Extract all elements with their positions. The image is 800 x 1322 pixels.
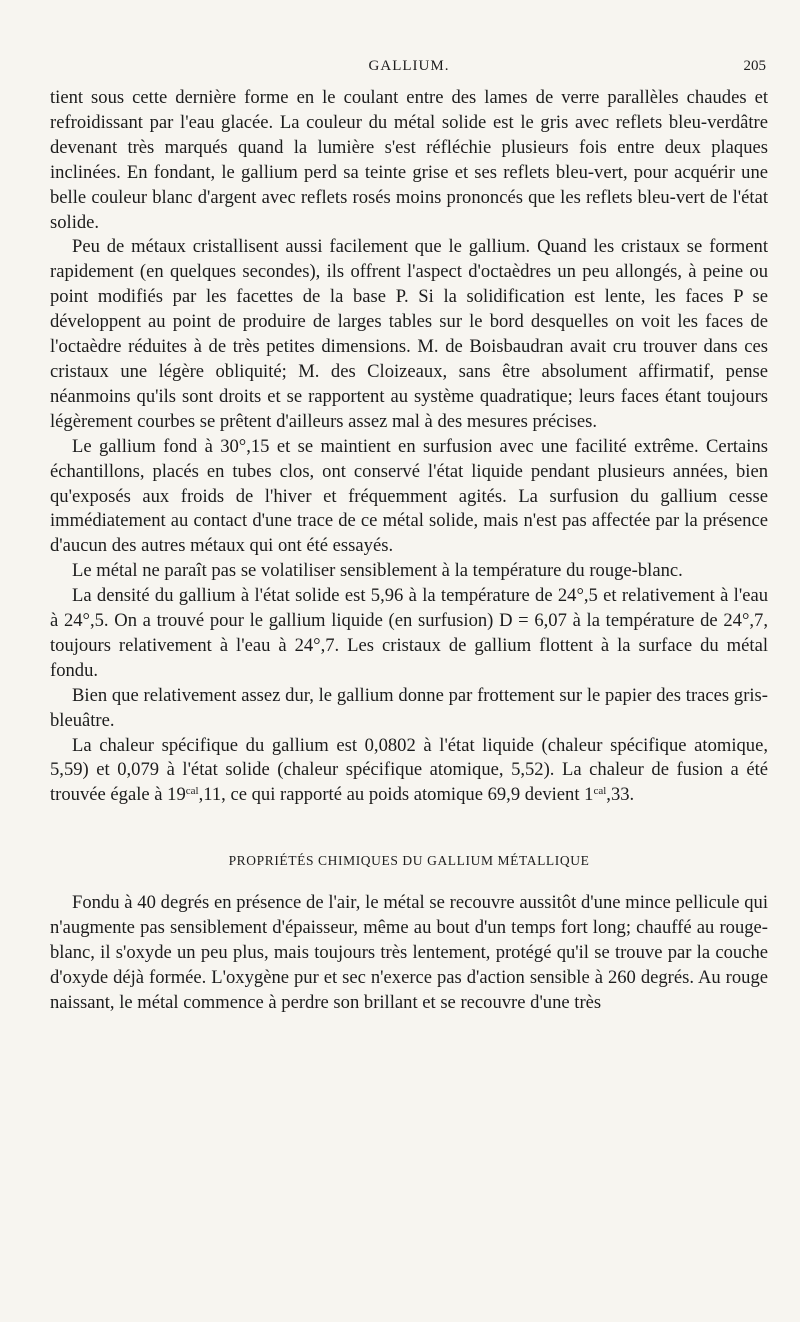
paragraph: Peu de métaux cristallisent aussi facilement que le gallium. Quand les cristaux se forment rapidement (en quelques secondes), ils offrent l'aspect d'octaèdres un peu allongés, à peine ou point modifiés par les facettes de la base P. Si la solidification est lente, les faces P se développent au point de produire de larges tables sur le bord desquelles on voit les faces de l'octaèdre réduites à de très petites dimensions. M. de Boisbaudran avait cru trouver dans ces cristaux une légère obliquité; M. des Cloizeaux, sans être absolument affirmatif, pense néanmoins qu'ils sont droits et se rapportent au système quadratique; leurs faces étant toujours légèrement courbes se prêtent d'ailleurs assez mal à des mesures précises. xyxy=(50,236,768,432)
specific-heat-text: ,11, ce qui rapporté au poids atomique 69,9 devient 1 xyxy=(198,784,594,806)
paragraph-specific-heat xyxy=(50,734,768,809)
page-number: 205 xyxy=(743,58,766,74)
paragraph: Le gallium fond à 30°,15 et se maintient en surfusion avec une facilité extrême. Certains échantillons, placés en tubes clos, ont conservé l'état liquide pendant plusieurs années, bien qu'exposés aux froids de l'hiver et fréquemment agités. La surfusion du gallium cesse immédiatement au contact d'une trace de ce métal solide, mais n'est pas affectée par la présence d'aucun des autres métaux qui ont été essayés. xyxy=(50,435,768,557)
specific-heat-text: ,33. xyxy=(606,784,635,806)
paragraph: Fondu à 40 degrés en présence de l'air, le métal se recouvre aussitôt d'une mince pellicule qui n'augmente pas sensiblement d'épaisseur, même au bout d'un temps fort long; chauffé au rouge-blanc, il s'oxyde un peu plus, mais toujours très lentement, protégé qu'il se trouve par la couche d'oxyde déjà formée. L'oxygène pur et sec n'exerce pas d'action sensible à 260 degrés. Au rouge naissant, le métal commence à perdre son brillant et se recouvre d'une très xyxy=(50,892,768,1013)
specific-heat-text: La chaleur spécifique du gallium est 0,0802 à l'état liquide (chaleur spécifique atomique, 5,59) et 0,079 à l'état solide (chaleur spécifique atomique, 5,52). La chaleur de fusion a été trouvée égale à 19 xyxy=(50,734,768,806)
unit-superscript: cal xyxy=(593,785,607,798)
paragraph: Bien que relativement assez dur, le gallium donne par frottement sur le papier des traces gris-bleuâtre. xyxy=(50,684,768,731)
unit-superscript: cal xyxy=(185,785,199,798)
paragraph: tient sous cette dernière forme en le coulant entre des lames de verre parallèles chaudes et refroidissant par l'eau glacée. La couleur du métal solide est le gris avec reflets bleu-verdâtre devenant très marqués quand la lumière s'est réfléchie plusieurs fois entre deux plaques inclinées. En fondant, le gallium perd sa teinte grise et ses reflets bleu-vert, pour acquérir une belle couleur blanc d'argent avec reflets rosés moins prononcés que les reflets bleu-vert de l'état solide. xyxy=(50,87,768,233)
running-title: GALLIUM. xyxy=(368,58,450,74)
page-header xyxy=(50,52,768,82)
body-text xyxy=(50,86,768,1016)
paragraph: Le métal ne paraît pas se volatiliser sensiblement à la température du rouge-blanc. xyxy=(72,560,683,582)
section-heading: PROPRIÉTÉS CHIMIQUES DU GALLIUM MÉTALLIQUE xyxy=(228,853,590,869)
paragraph: La densité du gallium à l'état solide est 5,96 à la température de 24°,5 et relativement à l'eau à 24°,5. On a trouvé pour le gallium liquide (en surfusion) D = 6,07 à la température de 24°,7, toujours relativement à l'eau à 24°,7. Les cristaux de gallium flottent à la surface du métal fondu. xyxy=(50,585,768,681)
